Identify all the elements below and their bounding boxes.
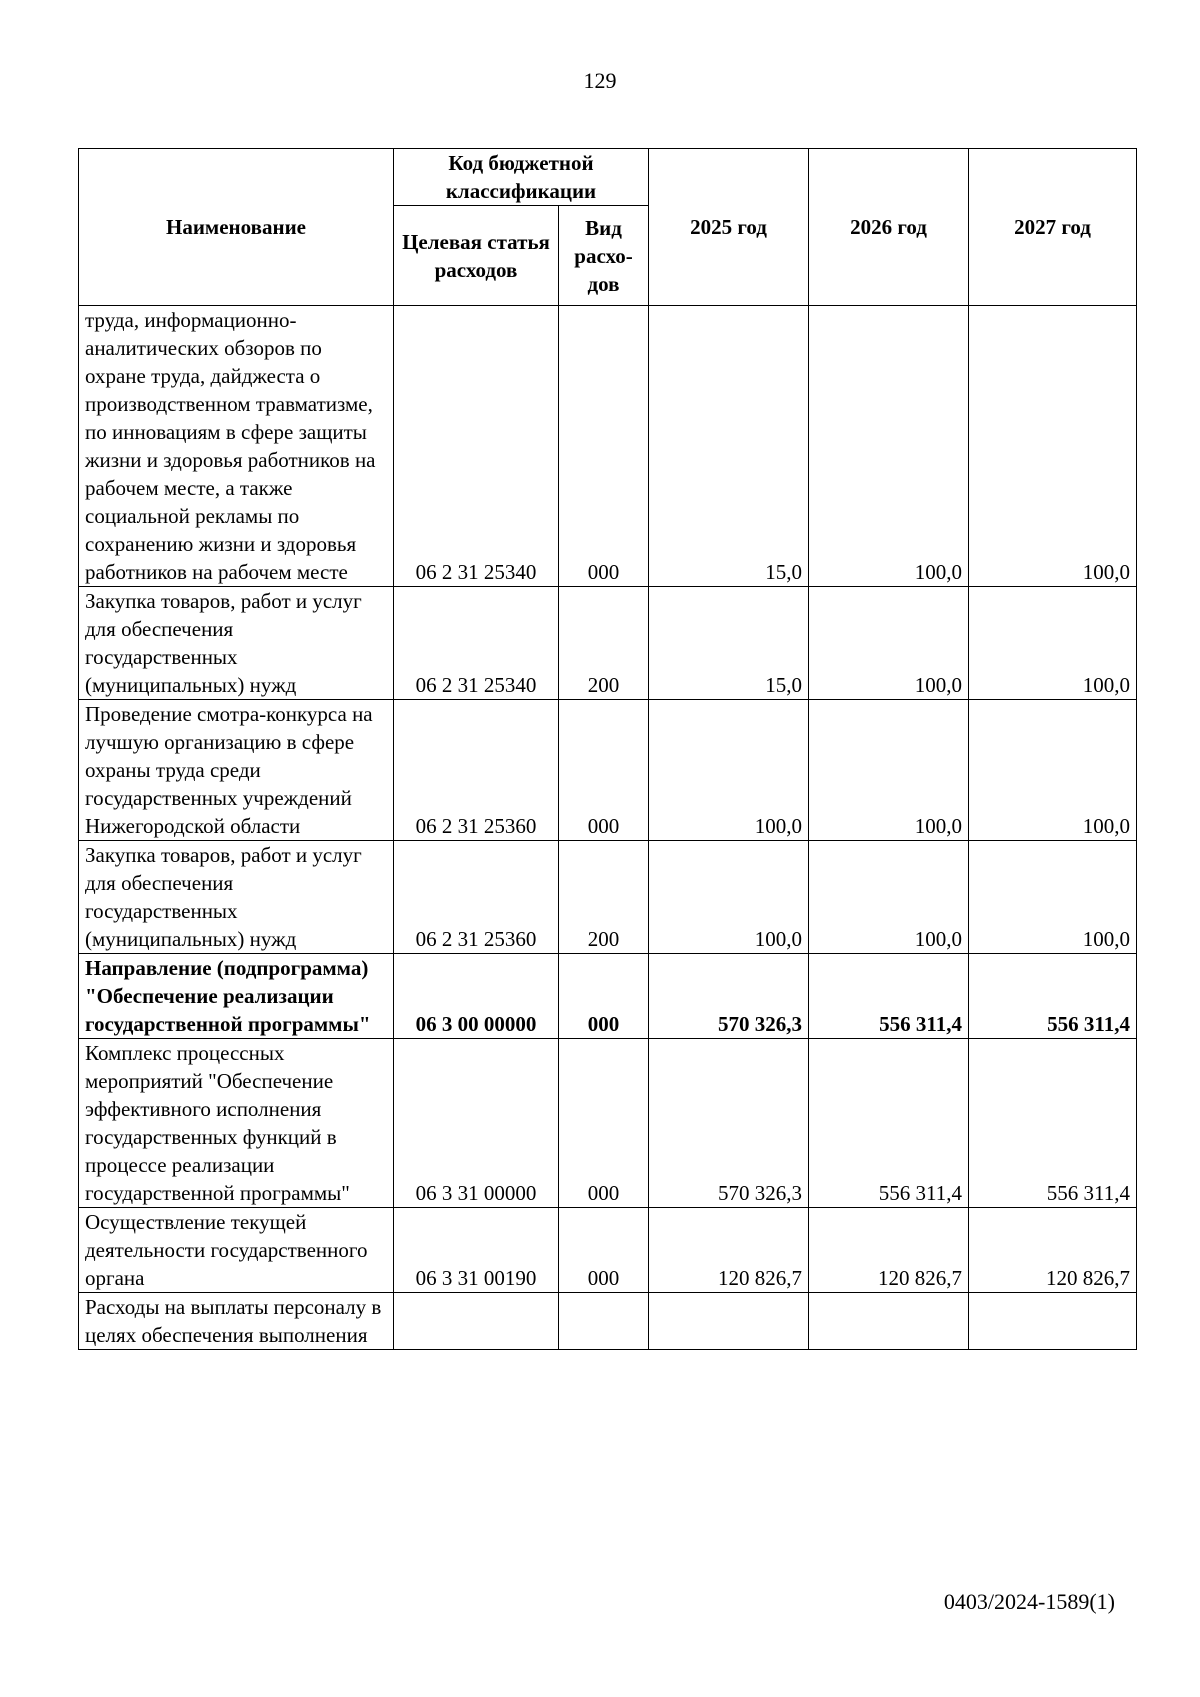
row-expense-type: 000 bbox=[559, 954, 649, 1039]
table-row bbox=[79, 841, 1137, 954]
row-expense-type: 200 bbox=[559, 841, 649, 954]
row-value-2026: 100,0 bbox=[809, 587, 969, 700]
table-row bbox=[79, 954, 1137, 1039]
row-expense-type: 000 bbox=[559, 700, 649, 841]
row-value-2025: 570 326,3 bbox=[649, 954, 809, 1039]
header-name: Наименование bbox=[79, 149, 394, 306]
row-value-2027: 556 311,4 bbox=[969, 954, 1137, 1039]
row-value-2025: 15,0 bbox=[649, 306, 809, 587]
row-value-2025: 15,0 bbox=[649, 587, 809, 700]
row-name: труда, информационно-аналитических обзоров по охране труда, дайджеста о производственном травматизме, по инновациям в сфере защиты жизни и здоровья работников на рабочем месте, а также социальной рекламы по сохранению жизни и здоровья работников на рабочем месте bbox=[79, 306, 394, 587]
row-target-item: 06 3 31 00000 bbox=[394, 1039, 559, 1208]
table-row bbox=[79, 1293, 1137, 1350]
row-value-2027 bbox=[969, 1293, 1137, 1350]
row-value-2027: 120 826,7 bbox=[969, 1208, 1137, 1293]
row-name: Направление (подпрограмма) "Обеспечение реализации государственной программы" bbox=[79, 954, 394, 1039]
row-value-2026 bbox=[809, 1293, 969, 1350]
row-target-item bbox=[394, 1293, 559, 1350]
document-code: 0403/2024-1589(1) bbox=[943, 1589, 1115, 1614]
page-number: 129 bbox=[583, 68, 617, 93]
row-value-2025: 570 326,3 bbox=[649, 1039, 809, 1208]
row-target-item: 06 3 31 00190 bbox=[394, 1208, 559, 1293]
row-expense-type: 200 bbox=[559, 587, 649, 700]
row-value-2026: 100,0 bbox=[809, 306, 969, 587]
row-target-item: 06 2 31 25340 bbox=[394, 587, 559, 700]
row-name: Закупка товаров, работ и услуг для обеспечения государственных (муниципальных) нужд bbox=[79, 841, 394, 954]
row-target-item: 06 2 31 25340 bbox=[394, 306, 559, 587]
table-row bbox=[79, 1208, 1137, 1293]
row-name: Расходы на выплаты персоналу в целях обеспечения выполнения bbox=[79, 1293, 394, 1350]
row-expense-type: 000 bbox=[559, 1039, 649, 1208]
row-value-2025: 120 826,7 bbox=[649, 1208, 809, 1293]
row-value-2026: 556 311,4 bbox=[809, 954, 969, 1039]
row-name: Осуществление текущей деятельности государственного органа bbox=[79, 1208, 394, 1293]
row-value-2027: 100,0 bbox=[969, 587, 1137, 700]
row-value-2025: 100,0 bbox=[649, 700, 809, 841]
row-value-2026: 100,0 bbox=[809, 700, 969, 841]
row-value-2027: 100,0 bbox=[969, 700, 1137, 841]
row-value-2026: 556 311,4 bbox=[809, 1039, 969, 1208]
row-value-2026: 100,0 bbox=[809, 841, 969, 954]
row-value-2025: 100,0 bbox=[649, 841, 809, 954]
row-name: Комплекс процессных мероприятий "Обеспечение эффективного исполнения государственных функций в процессе реализации государственной программы" bbox=[79, 1039, 394, 1208]
header-year-2027: 2027 год bbox=[969, 149, 1137, 306]
header-expense-type: Вид расхо-дов bbox=[559, 206, 649, 306]
row-value-2027: 100,0 bbox=[969, 841, 1137, 954]
row-name: Проведение смотра-конкурса на лучшую организацию в сфере охраны труда среди государственных учреждений Нижегородской области bbox=[79, 700, 394, 841]
table-row bbox=[79, 306, 1137, 587]
table-row bbox=[79, 1039, 1137, 1208]
row-target-item: 06 3 00 00000 bbox=[394, 954, 559, 1039]
header-budget-code: Код бюджетной классификации bbox=[394, 149, 649, 206]
header-year-2025: 2025 год bbox=[649, 149, 809, 306]
row-value-2025 bbox=[649, 1293, 809, 1350]
header-target-item: Целевая статья расходов bbox=[394, 206, 559, 306]
header-year-2026: 2026 год bbox=[809, 149, 969, 306]
row-expense-type: 000 bbox=[559, 1208, 649, 1293]
row-name: Закупка товаров, работ и услуг для обеспечения государственных (муниципальных) нужд bbox=[79, 587, 394, 700]
row-expense-type: 000 bbox=[559, 306, 649, 587]
row-target-item: 06 2 31 25360 bbox=[394, 841, 559, 954]
table-row bbox=[79, 700, 1137, 841]
row-expense-type bbox=[559, 1293, 649, 1350]
row-value-2026: 120 826,7 bbox=[809, 1208, 969, 1293]
budget-table bbox=[78, 148, 1137, 1350]
row-value-2027: 556 311,4 bbox=[969, 1039, 1137, 1208]
row-target-item: 06 2 31 25360 bbox=[394, 700, 559, 841]
table-row bbox=[79, 587, 1137, 700]
row-value-2027: 100,0 bbox=[969, 306, 1137, 587]
